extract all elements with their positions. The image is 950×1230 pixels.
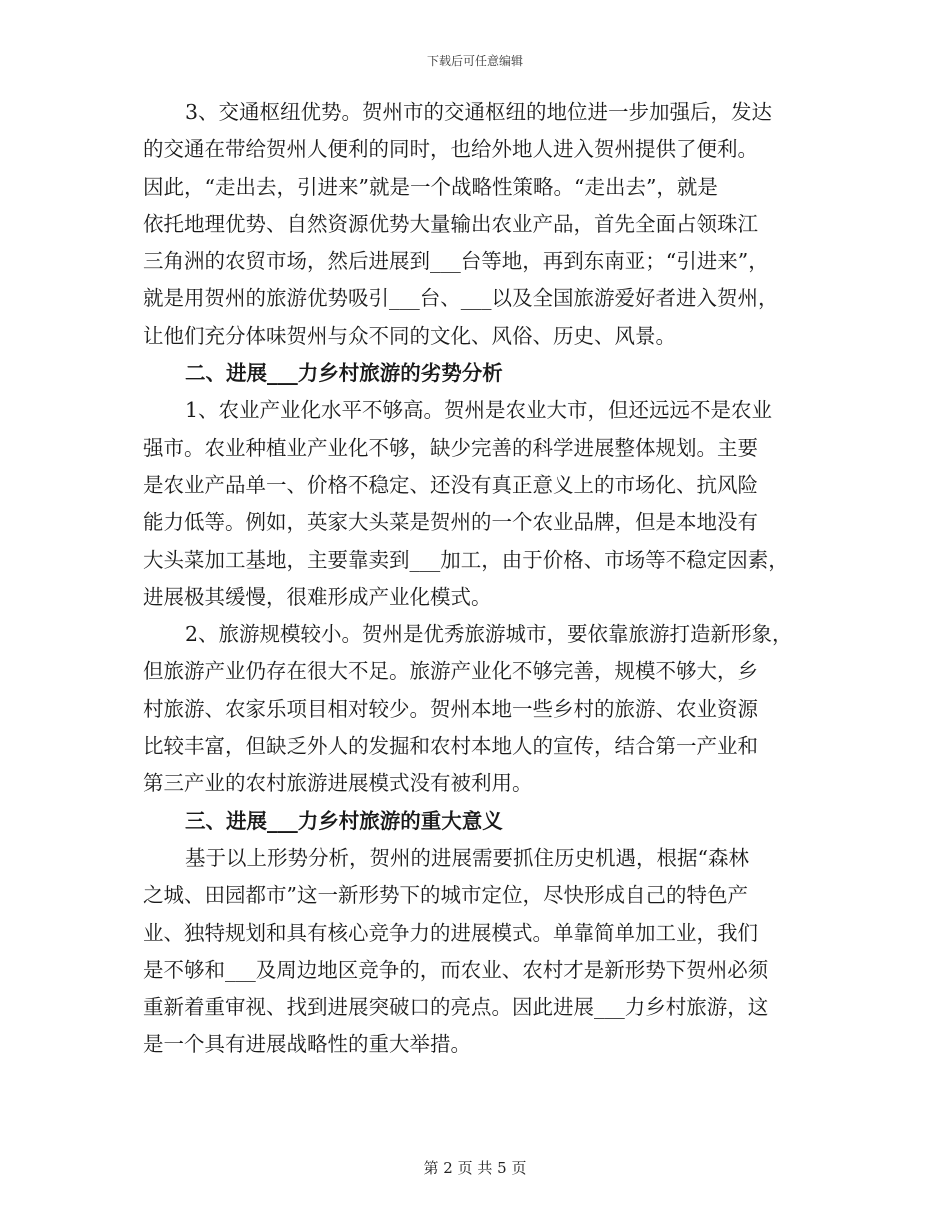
text-line: 但旅游产业仍存在很大不足。旅游产业化不够完善，规模不够大，乡 <box>143 659 758 684</box>
text-line: 是农业产品单一、价格不稳定、还没有真正意义上的市场化、抗风险 <box>143 472 758 497</box>
page-header: 下载后可任意编辑 <box>426 54 523 68</box>
page-number: 第 2 页 共 5 页 <box>423 1159 527 1177</box>
text-line: 能力低等。例如，英家大头菜是贺州的一个农业品牌，但是本地没有 <box>143 510 758 535</box>
text-line: 因此，“走出去，引进来”就是一个战略性策略。“走出去”，就是 <box>143 174 718 199</box>
text-line: 就是用贺州的旅游优势吸引___台、___以及全国旅游爱好者进入贺州， <box>143 286 779 311</box>
text-line: 1、农业产业化水平不够高。贺州是农业大市，但还远远不是农业 <box>185 398 773 423</box>
section-heading: 二、进展___力乡村旅游的劣势分析 <box>185 361 503 386</box>
text-line: 依托地理优势、自然资源优势大量输出农业产品，首先全面占领珠江 <box>143 211 758 236</box>
text-line: 比较丰富，但缺乏外人的发掘和农村本地人的宣传，结合第一产业和 <box>143 734 758 759</box>
text-line: 强市。农业种植业产业化不够，缺少完善的科学进展整体规划。主要 <box>143 435 758 460</box>
section-heading: 三、进展___力乡村旅游的重大意义 <box>185 808 503 833</box>
text-line: 的交通在带给贺州人便利的同时，也给外地人进入贺州提供了便利。 <box>143 137 758 162</box>
text-line: 三角洲的农贸市场，然后进展到___台等地，再到东南亚；“引进来”， <box>143 249 769 274</box>
text-line: 是不够和___及周边地区竞争的，而农业、农村才是新形势下贺州必须 <box>143 957 769 982</box>
text-line: 重新着重审视、找到进展突破口的亮点。因此进展___力乡村旅游，这 <box>143 995 769 1020</box>
text-line: 3、交通枢纽优势。贺州市的交通枢纽的地位进一步加强后，发达 <box>185 100 773 124</box>
text-line: 之城、田园都市”这一新形势下的城市定位，尽快形成自己的特色产 <box>143 883 748 908</box>
text-line: 村旅游、农家乐项目相对较少。贺州本地一些乡村的旅游、农业资源 <box>143 696 758 721</box>
text-line: 是一个具有进展战略性的重大举措。 <box>143 1032 471 1057</box>
text-line: 进展极其缓慢，很难形成产业化模式。 <box>143 584 492 609</box>
text-line: 让他们充分体味贺州与众不同的文化、风俗、历史、风景。 <box>143 323 676 348</box>
text-line: 大头菜加工基地，主要靠卖到___加工，由于价格、市场等不稳定因素， <box>143 547 789 572</box>
text-line: 第三产业的农村旅游进展模式没有被利用。 <box>143 771 533 796</box>
text-line: 2、旅游规模较小。贺州是优秀旅游城市，要依靠旅游打造新形象， <box>185 622 793 647</box>
document-body <box>143 94 823 1064</box>
text-line: 业、独特规划和具有核心竞争力的进展模式。单靠简单加工业，我们 <box>143 920 758 945</box>
text-line: 基于以上形势分析，贺州的进展需要抓住历史机遇，根据“森林 <box>185 845 749 870</box>
